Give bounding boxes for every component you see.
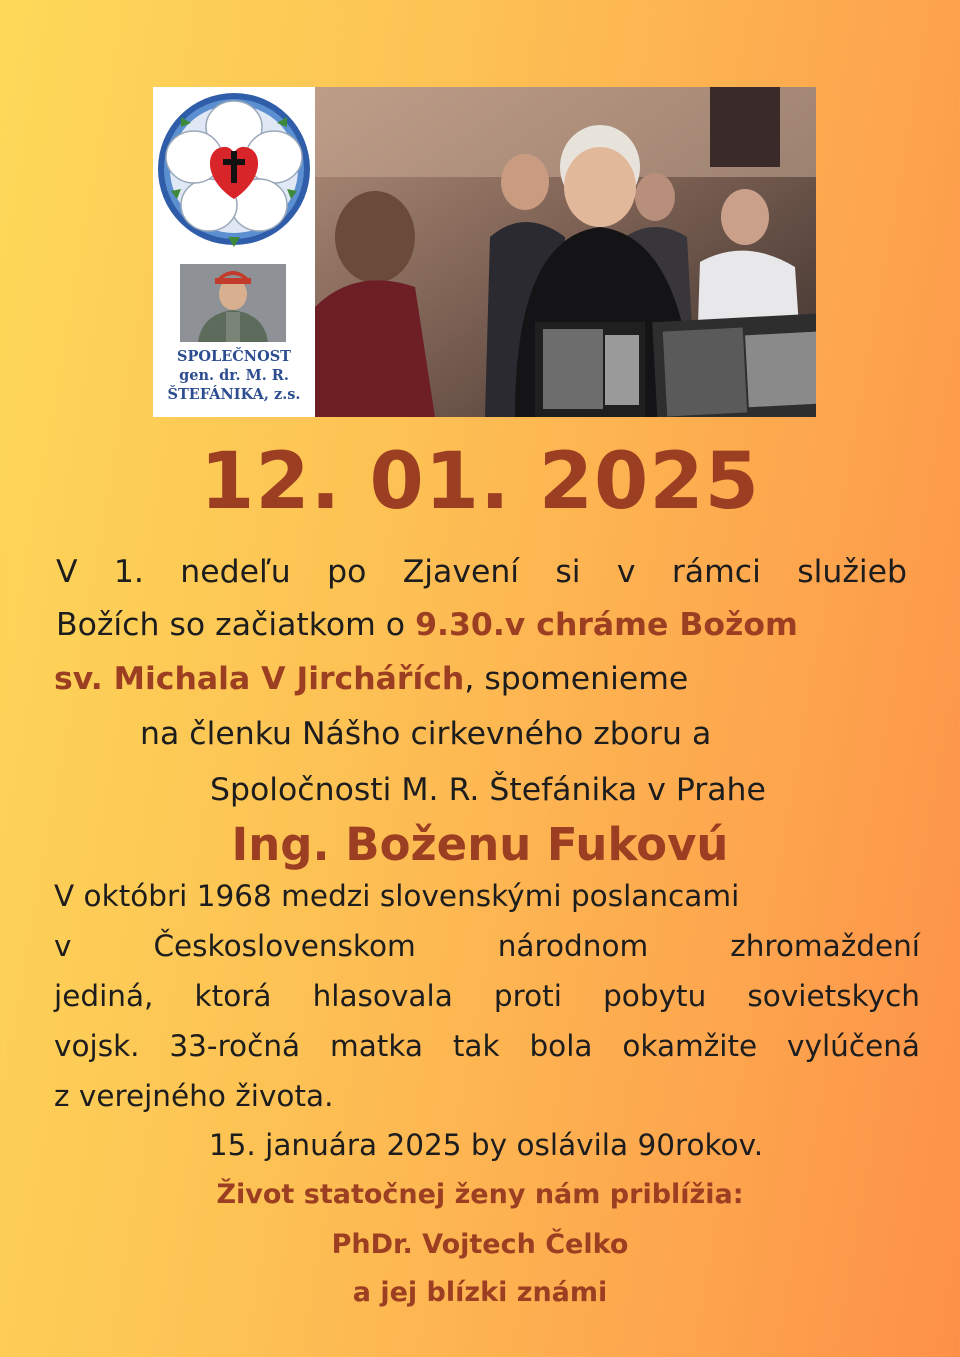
closing-line-1: Život statočnej ženy nám priblížia: xyxy=(216,1179,744,1210)
intro-line-3 xyxy=(54,659,688,699)
intro-line-2-text: Božích so začiatkom o xyxy=(56,607,416,643)
honoree-name-text: Ing. Boženu Fukovú xyxy=(231,818,729,871)
event-date: 12. 01. 2025 xyxy=(200,437,760,527)
intro-line-1: V 1. nedeľu po Zjavení si v rámci služieb xyxy=(56,554,907,590)
intro-line-4: na členku Nášho cirkevného zboru a xyxy=(140,716,712,752)
society-name xyxy=(153,347,315,404)
header-images xyxy=(153,87,816,417)
society-name-line: SPOLEČNOST xyxy=(177,348,291,365)
logo-panel xyxy=(153,87,315,417)
speaker-name: PhDr. Vojtech Čelko xyxy=(331,1229,629,1260)
service-time-place: 9.30.v chráme Božom xyxy=(415,607,798,643)
intro-line-2 xyxy=(56,605,907,645)
bio-line-1: V októbri 1968 medzi slovenskými poslancami xyxy=(54,879,740,913)
bio-line-3: jediná, ktorá hlasovala proti pobytu sovietskych xyxy=(54,979,920,1013)
church-name: sv. Michala V Jirchářích xyxy=(54,661,465,697)
bio-line-4: vojsk. 33-ročná matka tak bola okamžite vylúčená xyxy=(54,1029,920,1063)
society-name-line: gen. dr. M. R. xyxy=(179,367,289,384)
honoree-name xyxy=(0,818,960,872)
event-photo xyxy=(315,87,816,417)
intro-line-3-text: , spomenieme xyxy=(464,661,689,697)
closing-line-3: a jej blízki známi xyxy=(352,1277,608,1308)
intro-line-5: Spoločnosti M. R. Štefánika v Prahe xyxy=(210,772,766,808)
bio-line-2: v Československom národnom zhromaždení xyxy=(54,929,920,963)
bio-line-5: z verejného života. xyxy=(54,1079,334,1113)
society-name-line: ŠTEFÁNIKA, z.s. xyxy=(167,386,301,403)
birthday-line: 15. januára 2025 by oslávila 90rokov. xyxy=(208,1128,764,1162)
stefanik-portrait xyxy=(180,264,286,342)
luther-rose-icon xyxy=(153,87,315,252)
